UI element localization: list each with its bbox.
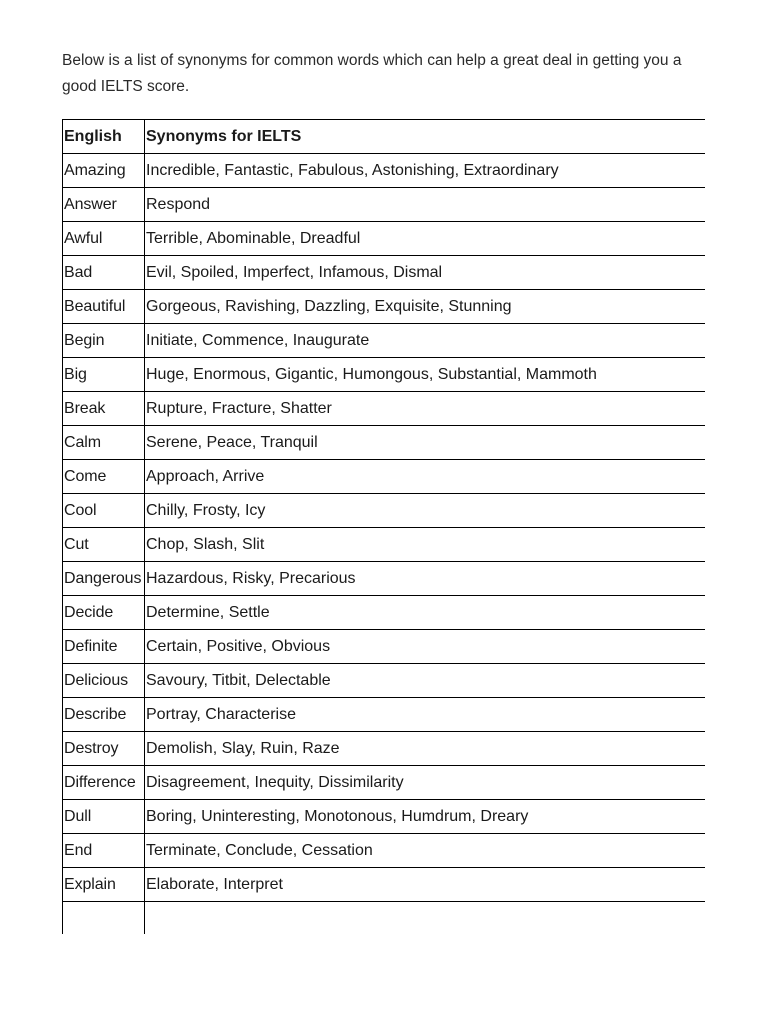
table-row — [63, 528, 706, 562]
table-row — [63, 494, 706, 528]
english-word-cell: Break — [63, 392, 145, 426]
synonyms-cell: Approach, Arrive — [145, 460, 706, 494]
synonyms-cell: Certain, Positive, Obvious — [145, 630, 706, 664]
table-row — [63, 256, 706, 290]
synonyms-table — [62, 120, 705, 934]
english-word-cell: Definite — [63, 630, 145, 664]
english-word-cell: Destroy — [63, 732, 145, 766]
english-word-cell: Calm — [63, 426, 145, 460]
synonyms-cell: Terrible, Abominable, Dreadful — [145, 222, 706, 256]
synonyms-cell: Savoury, Titbit, Delectable — [145, 664, 706, 698]
table-row — [63, 426, 706, 460]
table-row — [63, 902, 706, 935]
synonyms-cell: Serene, Peace, Tranquil — [145, 426, 706, 460]
synonyms-cell: Rupture, Fracture, Shatter — [145, 392, 706, 426]
english-word-cell: Come — [63, 460, 145, 494]
table-row — [63, 324, 706, 358]
english-word-cell: Amazing — [63, 154, 145, 188]
table-row — [63, 222, 706, 256]
synonyms-cell — [145, 902, 706, 935]
table-header-row — [63, 120, 706, 154]
synonyms-cell: Portray, Characterise — [145, 698, 706, 732]
english-word-cell: Awful — [63, 222, 145, 256]
english-word-cell: Begin — [63, 324, 145, 358]
table-body — [63, 154, 706, 935]
synonyms-cell: Huge, Enormous, Gigantic, Humongous, Substantial, Mammoth — [145, 358, 706, 392]
table-row — [63, 800, 706, 834]
synonyms-cell: Elaborate, Interpret — [145, 868, 706, 902]
english-word-cell: Dangerous — [63, 562, 145, 596]
header-synonyms: Synonyms for IELTS — [145, 120, 706, 154]
english-word-cell: Decide — [63, 596, 145, 630]
synonyms-cell: Hazardous, Risky, Precarious — [145, 562, 706, 596]
english-word-cell: Delicious — [63, 664, 145, 698]
intro-paragraph: Below is a list of synonyms for common words which can help a great deal in getting you a good IELTS score. — [62, 52, 682, 95]
table-row — [63, 596, 706, 630]
synonyms-cell: Respond — [145, 188, 706, 222]
synonyms-cell: Chilly, Frosty, Icy — [145, 494, 706, 528]
synonyms-cell: Determine, Settle — [145, 596, 706, 630]
english-word-cell: Bad — [63, 256, 145, 290]
table-row — [63, 766, 706, 800]
synonyms-cell: Disagreement, Inequity, Dissimilarity — [145, 766, 706, 800]
english-word-cell: Describe — [63, 698, 145, 732]
english-word-cell: Beautiful — [63, 290, 145, 324]
table-row — [63, 392, 706, 426]
synonyms-cell: Gorgeous, Ravishing, Dazzling, Exquisite, Stunning — [145, 290, 706, 324]
header-english: English — [63, 120, 145, 154]
english-word-cell: Cool — [63, 494, 145, 528]
english-word-cell: Explain — [63, 868, 145, 902]
table-row — [63, 290, 706, 324]
table-row — [63, 698, 706, 732]
synonyms-cell: Chop, Slash, Slit — [145, 528, 706, 562]
table-row — [63, 732, 706, 766]
table-row — [63, 460, 706, 494]
english-word-cell: Answer — [63, 188, 145, 222]
synonyms-cell: Initiate, Commence, Inaugurate — [145, 324, 706, 358]
english-word-cell: Difference — [63, 766, 145, 800]
table-row — [63, 562, 706, 596]
table-row — [63, 358, 706, 392]
table-row — [63, 834, 706, 868]
english-word-cell: Cut — [63, 528, 145, 562]
table-row — [63, 188, 706, 222]
synonyms-cell: Terminate, Conclude, Cessation — [145, 834, 706, 868]
english-word-cell — [63, 902, 145, 935]
table-row — [63, 868, 706, 902]
english-word-cell: Dull — [63, 800, 145, 834]
synonyms-cell: Evil, Spoiled, Imperfect, Infamous, Dismal — [145, 256, 706, 290]
english-word-cell: Big — [63, 358, 145, 392]
synonyms-cell: Boring, Uninteresting, Monotonous, Humdrum, Dreary — [145, 800, 706, 834]
english-word-cell: End — [63, 834, 145, 868]
table-row — [63, 630, 706, 664]
synonyms-cell: Demolish, Slay, Ruin, Raze — [145, 732, 706, 766]
table-row — [63, 154, 706, 188]
synonyms-table-container — [62, 119, 705, 934]
table-row — [63, 664, 706, 698]
synonyms-cell: Incredible, Fantastic, Fabulous, Astonishing, Extraordinary — [145, 154, 706, 188]
